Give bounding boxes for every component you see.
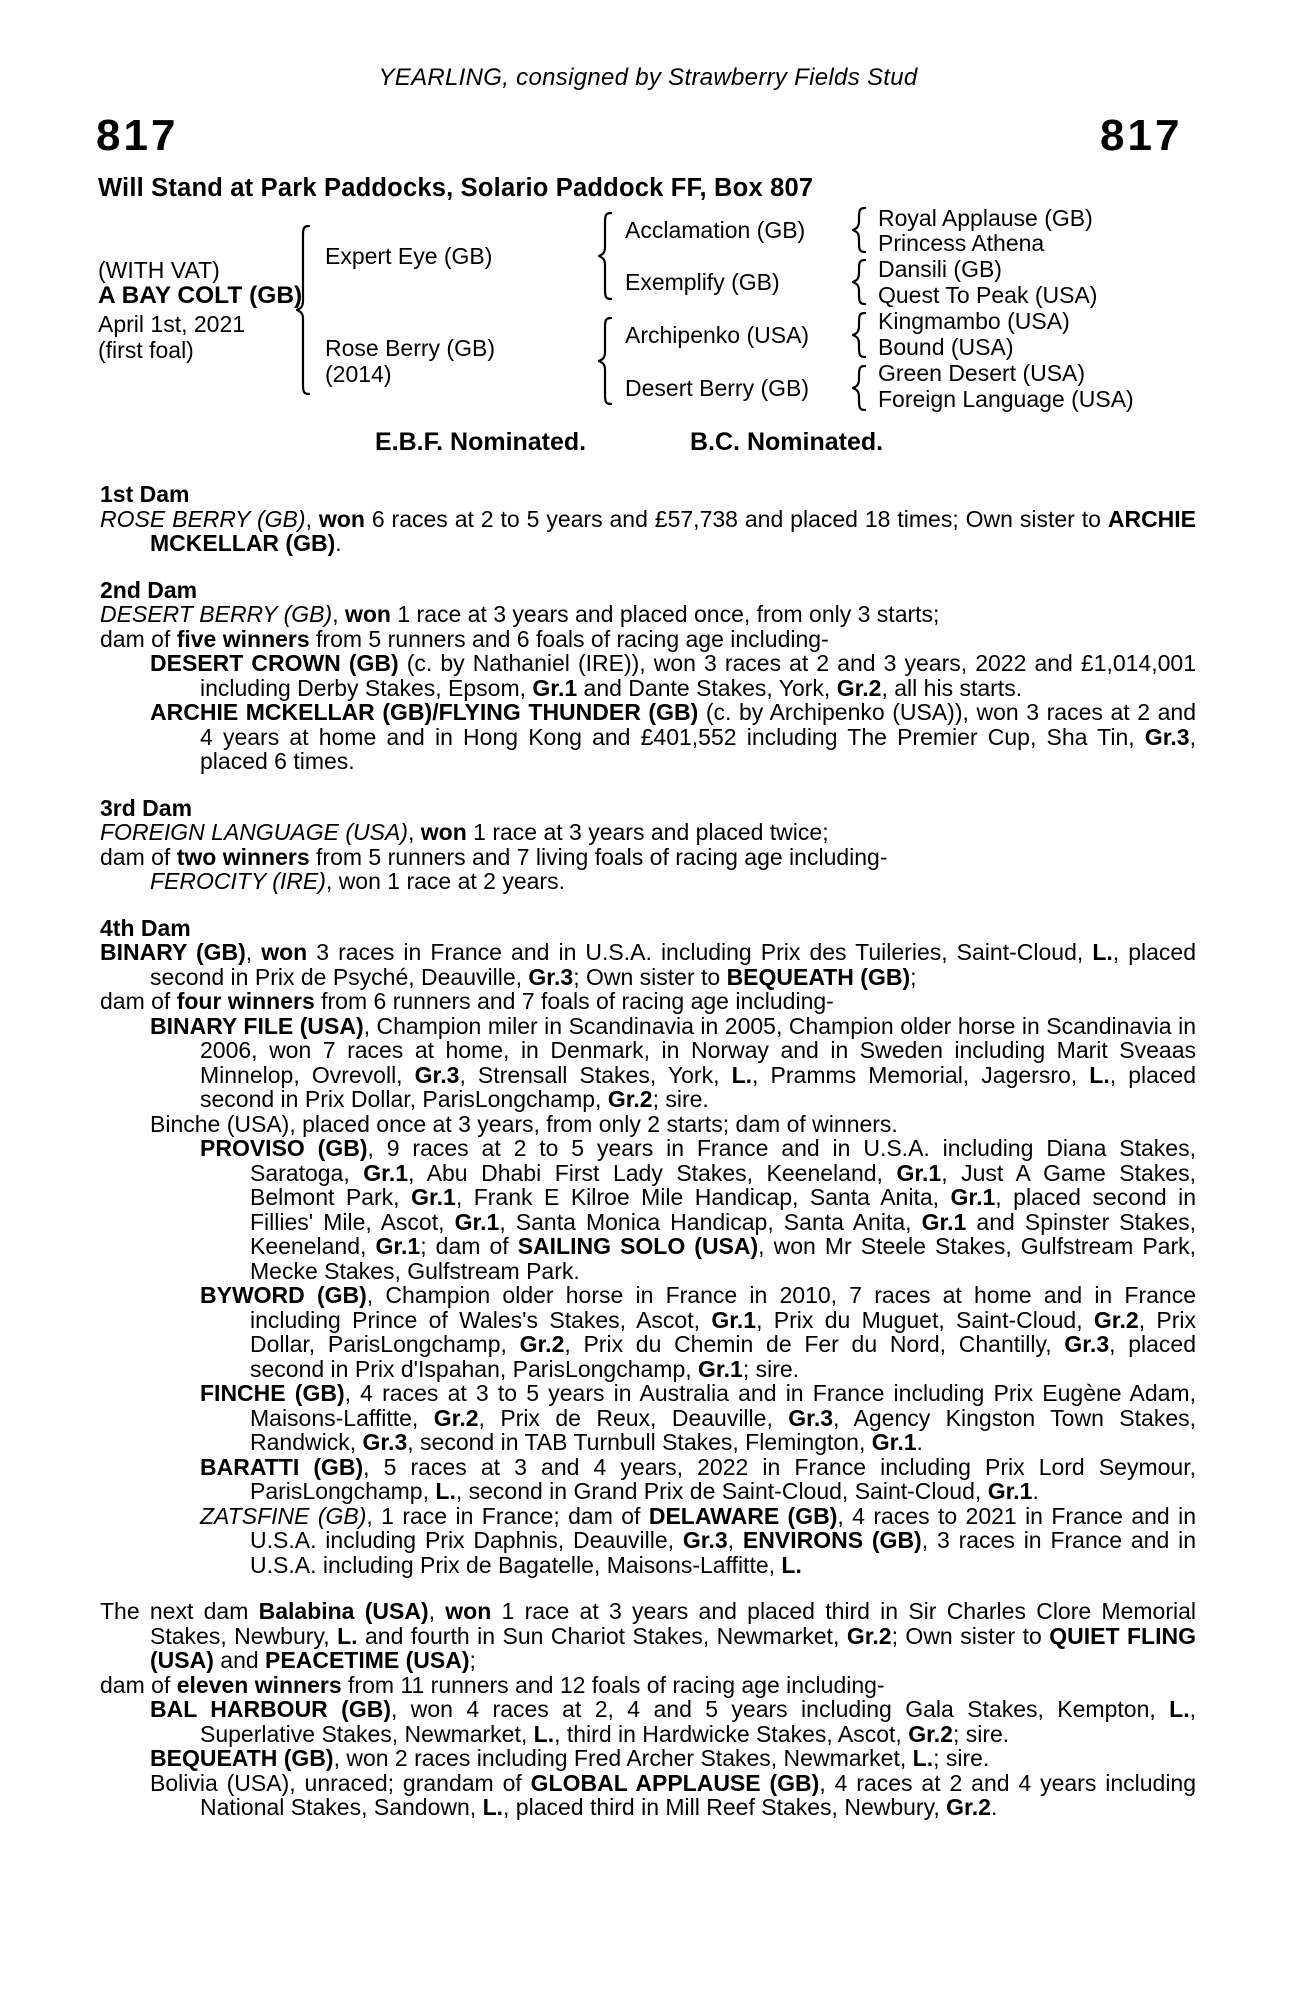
text-run: The next dam	[100, 1598, 259, 1624]
text-run: , all his starts.	[881, 674, 1023, 701]
text-run: Bolivia (USA), unraced; grandam of	[150, 1769, 531, 1796]
text-run: , Abu Dhabi First Lady Stakes, Keeneland,	[408, 1159, 897, 1186]
text-run: , 3 races in France and in U.S.A. including Prix de Bagatelle, Maisons-Laffitte,	[250, 1527, 1197, 1578]
catalogue-paragraph	[100, 1599, 1196, 1673]
text-run: , second in Grand Prix de Saint-Cloud, Saint-Cloud,	[455, 1478, 988, 1504]
text-run: DELAWARE (GB)	[648, 1502, 838, 1529]
text-run: .	[335, 530, 342, 556]
text-run: , Santa Monica Handicap, Santa Anita,	[499, 1208, 922, 1235]
text-run: dam of	[100, 625, 177, 652]
text-run: , Agency Kingston Town Stakes, Randwick,	[250, 1404, 1196, 1455]
pedigree-brace	[598, 212, 612, 300]
catalogue-paragraph	[100, 820, 1196, 845]
text-run: Gr.1	[871, 1429, 917, 1455]
text-run: , won 2 races including Fred Archer Stakes, Newmarket,	[333, 1745, 913, 1771]
text-run: Gr.1	[950, 1184, 996, 1210]
text-run: FINCHE (GB)	[200, 1380, 345, 1406]
text-run: ; Own sister to	[573, 963, 727, 990]
text-run: DESERT CROWN (GB)	[150, 650, 399, 676]
pedigree-brace	[852, 259, 866, 305]
text-run: ;	[469, 1647, 476, 1673]
foal-note: (first foal)	[98, 337, 194, 363]
text-run: L.	[1169, 1696, 1190, 1722]
text-run: .	[916, 1429, 923, 1455]
text-run: , 5 races at 3 and 4 years, 2022 in France including Prix Lord Seymour, ParisLongchamp,	[250, 1453, 1196, 1504]
text-run: won	[261, 939, 308, 965]
text-run: , placed 6 times.	[200, 723, 1196, 774]
text-run: ,	[428, 1598, 446, 1624]
lot-number-right: 817	[1100, 111, 1183, 160]
text-run: BAL HARBOUR (GB)	[150, 1696, 391, 1722]
text-run: won	[344, 601, 391, 627]
text-run: PEACETIME (USA)	[265, 1647, 470, 1673]
text-run: L.	[781, 1551, 802, 1578]
text-run: , Strensall Stakes, York,	[459, 1061, 732, 1088]
text-run: ARCHIE MCKELLAR (GB)	[150, 505, 1197, 556]
text-run: L.	[731, 1061, 753, 1088]
text-run: , placed second in Fillies' Mile, Ascot,	[250, 1184, 1197, 1235]
text-run: L.	[337, 1622, 358, 1649]
text-run: , third in Hardwicke Stakes, Ascot,	[554, 1720, 909, 1747]
text-run: five winners	[176, 625, 310, 652]
dam-section-header: 4th Dam	[100, 914, 191, 941]
text-run: BEQUEATH (GB)	[726, 963, 911, 990]
dam-sire-name: Archipenko (USA)	[625, 322, 810, 348]
text-run: Gr.2	[607, 1086, 653, 1112]
ebf-nomination: E.B.F. Nominated.	[375, 428, 587, 456]
catalogue-paragraph	[100, 700, 1196, 774]
text-run: BINARY FILE (USA)	[150, 1012, 364, 1039]
catalogue-paragraph	[100, 1381, 1196, 1455]
text-run: QUIET FLING (USA)	[150, 1622, 1196, 1673]
dam-section-header: 3rd Dam	[100, 794, 193, 821]
pedigree-brace	[852, 207, 866, 253]
catalogue-paragraph	[100, 507, 1196, 556]
text-run: won	[420, 819, 467, 845]
text-run: Gr.3	[788, 1404, 834, 1431]
text-run: ,	[407, 819, 421, 845]
text-run: Gr.3	[528, 963, 574, 990]
text-run: (c. by Nathaniel (IRE)), won 3 races at 2 and 3 years, 2022 and £1,014,001 including Derby Stakes, Epsom,	[200, 650, 1196, 701]
catalogue-paragraph	[100, 1746, 1196, 1771]
pedigree-brace	[852, 365, 866, 411]
text-run: , won 1 race at 2 years.	[325, 868, 565, 894]
text-run: BYWORD (GB)	[200, 1282, 367, 1308]
text-run: and fourth in Sun Chariot Stakes, Newmarket,	[357, 1622, 847, 1649]
text-run: .	[990, 1794, 998, 1820]
text-run: L.	[482, 1794, 504, 1820]
pedigree-text-body	[100, 482, 1196, 1820]
text-run: , placed second in Prix Dollar, ParisLongchamp,	[200, 1061, 1197, 1112]
text-run: L.	[533, 1720, 555, 1747]
catalogue-paragraph	[100, 1112, 1196, 1137]
text-run: 1 race at 3 years and placed third in Sir Charles Clore Memorial Stakes, Newbury,	[150, 1598, 1196, 1649]
ancestor-name: Dansili (GB)	[878, 256, 1002, 282]
text-run: , placed second in Prix d'Ispahan, ParisLongchamp,	[250, 1331, 1196, 1382]
ancestor-name: Princess Athena	[878, 230, 1045, 256]
text-run: ARCHIE MCKELLAR (GB)/FLYING THUNDER (GB)	[150, 699, 699, 725]
foaling-date: April 1st, 2021	[98, 311, 246, 337]
text-run: Gr.1	[454, 1208, 500, 1235]
catalogue-paragraph	[100, 1136, 1196, 1283]
text-run: from 11 runners and 12 foals of racing age including-	[341, 1671, 885, 1698]
text-run: ; Own sister to	[891, 1622, 1050, 1649]
ancestor-name: Royal Applause (GB)	[878, 205, 1093, 231]
text-run: FEROCITY (IRE)	[150, 868, 326, 894]
text-run: Gr.1	[411, 1184, 456, 1210]
text-run: L.	[435, 1478, 456, 1504]
text-run: FOREIGN LANGUAGE (USA)	[100, 819, 408, 845]
dam-section-header: 2nd Dam	[100, 576, 198, 603]
text-run: Gr.1	[375, 1233, 421, 1259]
text-run: , Champion miler in Scandinavia in 2005, Champion older horse in Scandinavia in 2006, won 7 races at home, in Denmark, in Norway and in Sweden including Marit Sveaas Minnelop, Ovrevoll,	[200, 1012, 1196, 1088]
text-run: L.	[1089, 1061, 1110, 1088]
catalogue-paragraph	[100, 940, 1196, 989]
bc-nomination: B.C. Nominated.	[690, 428, 884, 456]
text-run: , 9 races at 2 to 5 years in France and in U.S.A. including Diana Stakes, Saratoga,	[250, 1135, 1196, 1186]
text-run: L.	[912, 1745, 934, 1771]
text-run: dam of	[100, 843, 177, 870]
page-title: YEARLING, consigned by Strawberry Fields Stud	[378, 64, 918, 91]
text-run: Gr.1	[711, 1306, 757, 1333]
catalogue-paragraph	[100, 989, 1196, 1014]
dam-dam-name: Desert Berry (GB)	[625, 375, 810, 401]
ancestor-name: Bound (USA)	[878, 334, 1014, 360]
text-run: Binche (USA), placed once at 3 years, from only 2 starts; dam of winners.	[150, 1110, 898, 1137]
text-run: , Pramms Memorial, Jagersro,	[752, 1061, 1090, 1088]
catalogue-paragraph	[100, 845, 1196, 870]
text-run: , placed third in Mill Reef Stakes, Newbury,	[503, 1794, 947, 1820]
text-run: L.	[1092, 939, 1113, 965]
text-run: Gr.1	[896, 1159, 942, 1186]
sire-name: Expert Eye (GB)	[325, 243, 493, 269]
text-run: dam of	[100, 988, 177, 1014]
text-run: , Superlative Stakes, Newmarket,	[200, 1696, 1196, 1747]
text-run: BARATTI (GB)	[200, 1453, 364, 1480]
text-run: Gr.3	[362, 1429, 408, 1455]
text-run: , Prix de Reux, Deauville,	[478, 1404, 789, 1431]
text-run: , placed second in Prix de Psyché, Deauville,	[150, 939, 1196, 990]
text-run: , won 4 races at 2, 4 and 5 years including Gala Stakes, Kempton,	[391, 1696, 1170, 1722]
text-run: and Dante Stakes, York,	[577, 674, 837, 701]
text-run: (c. by Archipenko (USA)), won 3 races at 2 and 4 years at home and in Hong Kong and £401,552 including The Premier Cup, Sha Tin,	[200, 699, 1196, 750]
text-run: Gr.1	[921, 1208, 967, 1235]
vat-note: (WITH VAT)	[98, 257, 220, 283]
text-run: four winners	[176, 988, 315, 1014]
text-run: from 6 runners and 7 foals of racing age including-	[314, 988, 834, 1014]
catalogue-paragraph	[100, 627, 1196, 652]
text-run: BEQUEATH (GB)	[150, 1745, 334, 1771]
text-run: GLOBAL APPLAUSE (GB)	[530, 1769, 820, 1796]
catalogue-paragraph	[100, 1504, 1196, 1578]
text-run: won	[318, 505, 365, 532]
text-run: ; dam of	[420, 1233, 518, 1259]
text-run: Gr.1	[698, 1355, 743, 1382]
text-run: Gr.2	[519, 1331, 565, 1357]
text-run: , 4 races at 3 to 5 years in Australia and in France including Prix Eugène Adam, Maisons-Laffitte,	[250, 1380, 1196, 1431]
text-run: 1 race at 3 years and placed twice;	[466, 819, 829, 845]
text-run: 3 races in France and in U.S.A. including Prix des Tuileries, Saint-Cloud,	[307, 939, 1093, 965]
text-run: ,	[727, 1527, 743, 1553]
text-run: Gr.3	[414, 1061, 460, 1088]
text-run: Gr.2	[846, 1622, 892, 1649]
text-run: 1 race at 3 years and placed once, from only 3 starts;	[390, 601, 940, 627]
text-run: , Prix du Chemin de Fer du Nord, Chantilly,	[564, 1331, 1065, 1357]
text-run: , 1 race in France; dam of	[366, 1502, 649, 1529]
ancestor-name: Green Desert (USA)	[878, 360, 1086, 386]
text-run: ,	[305, 505, 319, 532]
text-run: dam of	[100, 1671, 177, 1698]
catalogue-paragraph	[100, 1771, 1196, 1820]
text-run: ; sire.	[952, 1720, 1010, 1747]
text-run: ; sire.	[742, 1355, 800, 1382]
text-run: PROVISO (GB)	[200, 1135, 368, 1161]
text-run: , Just A Game Stakes, Belmont Park,	[250, 1159, 1196, 1210]
text-run: ; sire.	[933, 1745, 990, 1771]
text-run: SAILING SOLO (USA)	[517, 1233, 759, 1259]
text-run: BINARY (GB)	[100, 939, 246, 965]
catalogue-paragraph	[100, 869, 1196, 894]
text-run: ROSE BERRY (GB)	[100, 505, 306, 532]
stand-location-line: Will Stand at Park Paddocks, Solario Paddock FF, Box 807	[98, 174, 814, 202]
text-run: and Spinster Stakes, Keeneland,	[250, 1208, 1197, 1259]
text-run: from 5 runners and 6 foals of racing age including-	[309, 625, 829, 652]
text-run: Gr.1	[987, 1478, 1033, 1504]
pedigree-brace	[852, 312, 866, 358]
catalogue-paragraph	[100, 651, 1196, 700]
text-run: , Prix du Muguet, Saint-Cloud,	[756, 1306, 1094, 1333]
text-run: and	[213, 1647, 266, 1673]
sire-dam-name: Exemplify (GB)	[625, 269, 780, 295]
sire-sire-name: Acclamation (GB)	[625, 217, 806, 243]
text-run: .	[1032, 1478, 1039, 1504]
text-run: Gr.1	[363, 1159, 409, 1186]
text-run: , Prix Dollar, ParisLongchamp,	[250, 1306, 1196, 1357]
catalogue-paragraph	[100, 1455, 1196, 1504]
text-run: Gr.2	[946, 1794, 991, 1820]
text-run: Gr.1	[532, 674, 578, 701]
subject-name: A BAY COLT (GB)	[98, 282, 303, 309]
text-run: Gr.3	[1064, 1331, 1110, 1357]
catalogue-paragraph	[100, 1283, 1196, 1381]
text-run: Gr.3	[1144, 723, 1190, 750]
catalogue-paragraph	[100, 1673, 1196, 1698]
catalogue-paragraph	[100, 1014, 1196, 1112]
pedigree-brace	[598, 317, 612, 405]
catalogue-paragraph	[100, 602, 1196, 627]
text-run: Gr.3	[682, 1527, 728, 1553]
text-run: , Frank E Kilroe Mile Handicap, Santa Anita,	[455, 1184, 951, 1210]
text-run: Gr.2	[433, 1404, 479, 1431]
text-run: DESERT BERRY (GB)	[100, 601, 333, 627]
dam-year: (2014)	[325, 361, 392, 387]
text-run: two winners	[176, 843, 310, 870]
text-run: , Champion older horse in France in 2010, 7 races at home and in France including Prince of Wales's Stakes, Ascot,	[250, 1282, 1196, 1333]
dam-section-header: 1st Dam	[100, 481, 190, 507]
text-run: ;	[910, 963, 917, 990]
catalogue-paragraph	[100, 1697, 1196, 1746]
text-run: ,	[332, 601, 345, 627]
text-run: ,	[245, 939, 262, 965]
text-run: Gr.2	[836, 674, 882, 701]
text-run: , second in TAB Turnbull Stakes, Flemington,	[407, 1429, 872, 1455]
text-run: from 5 runners and 7 living foals of racing age including-	[309, 843, 888, 870]
text-run: ENVIRONS (GB)	[742, 1527, 922, 1553]
text-run: 6 races at 2 to 5 years and £57,738 and placed 18 times; Own sister to	[364, 505, 1108, 532]
text-run: eleven winners	[176, 1671, 342, 1698]
ancestor-name: Kingmambo (USA)	[878, 308, 1070, 334]
dam-name: Rose Berry (GB)	[325, 335, 495, 361]
ancestor-name: Quest To Peak (USA)	[878, 282, 1098, 308]
text-run: , won Mr Steele Stakes, Gulfstream Park, Mecke Stakes, Gulfstream Park.	[250, 1233, 1196, 1284]
lot-number-left: 817	[96, 111, 179, 160]
text-run: Gr.2	[1093, 1306, 1139, 1333]
text-run: Gr.2	[908, 1720, 953, 1747]
text-run: ; sire.	[652, 1086, 709, 1112]
text-run: , 4 races to 2021 in France and in U.S.A. including Prix Daphnis, Deauville,	[250, 1502, 1196, 1553]
text-run: Balabina (USA)	[258, 1598, 429, 1624]
text-run: , 4 races at 2 and 4 years including National Stakes, Sandown,	[200, 1769, 1197, 1820]
text-run: won	[445, 1598, 492, 1624]
text-run: ZATSFINE (GB)	[200, 1502, 367, 1529]
ancestor-name: Foreign Language (USA)	[878, 386, 1134, 412]
pedigree-brace	[296, 225, 310, 395]
